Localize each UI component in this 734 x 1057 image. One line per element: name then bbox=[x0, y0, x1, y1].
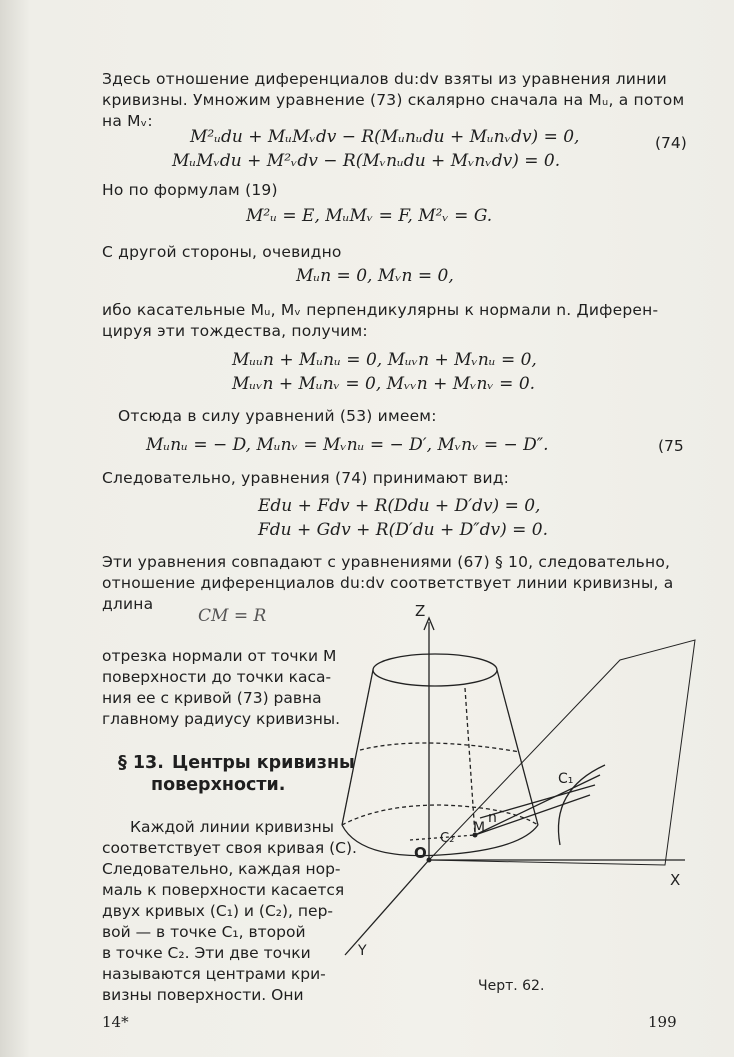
equation-diff-row1: Mᵤᵤn + Mᵤnᵤ = 0, Mᵤᵥn + Mᵥnᵤ = 0, bbox=[232, 350, 537, 370]
paragraph5-line6: вой — в точке C₁, второй bbox=[102, 923, 306, 941]
paragraph5-line3: Следовательно, каждая нор- bbox=[102, 860, 341, 878]
label-c2: C₂ bbox=[440, 831, 455, 846]
equation-75: Mᵤnᵤ = − D, Mᵤnᵥ = Mᵥnᵤ = − D′, Mᵥnᵥ = − D″. bbox=[146, 435, 549, 455]
paragraph5-line4: маль к поверхности касается bbox=[102, 881, 345, 899]
figure-62-diagram bbox=[320, 600, 700, 1010]
equation-final-row1: Edu + Fdv + R(Ddu + D′dv) = 0, bbox=[258, 496, 541, 516]
page-number: 199 bbox=[648, 1013, 677, 1031]
paragraph3-line2: отношение диференциалов du:dv соответствует линии кривизны, а bbox=[102, 574, 674, 592]
surface-right-edge bbox=[497, 670, 538, 825]
equation-74-row2: MᵤMᵥdu + M²ᵥdv − R(Mᵥnᵤdu + Mᵥnᵥdv) = 0. bbox=[172, 151, 561, 171]
paragraph5-line5: двух кривых (C₁) и (C₂), пер- bbox=[102, 902, 334, 920]
paragraph4-line4: главному радиусу кривизны. bbox=[102, 710, 341, 728]
paragraph5-line9: визны поверхности. Они bbox=[102, 986, 304, 1004]
paragraph5-line2: соответствует своя кривая (C). bbox=[102, 839, 357, 857]
label-y: Y bbox=[358, 943, 367, 959]
surface-middle-section bbox=[360, 743, 520, 752]
signature-mark: 14* bbox=[102, 1013, 129, 1031]
label-n: n bbox=[488, 810, 497, 826]
text-other-side: С другой стороны, очевидно bbox=[102, 243, 342, 261]
paragraph3-line3: длина bbox=[102, 595, 154, 613]
paragraph5-line7: в точке C₂. Эти две точки bbox=[102, 944, 311, 962]
section-title-line1: Центры кривизны bbox=[172, 753, 355, 773]
label-x: X bbox=[670, 871, 681, 889]
equation-74-row1: M²ᵤdu + MᵤMᵥdv − R(Mᵤnᵤdu + Mᵤnᵥdv) = 0, bbox=[190, 127, 580, 147]
equation-cm: CM = R bbox=[198, 606, 267, 626]
section-title-line2: поверхности. bbox=[151, 775, 286, 795]
section-number: § 13. bbox=[118, 753, 164, 773]
paragraph5-line1: Каждой линии кривизны bbox=[130, 818, 334, 836]
paragraph5-line8: называются центрами кри- bbox=[102, 965, 326, 983]
paragraph2-line2: цируя эти тождества, получим: bbox=[102, 322, 368, 340]
paragraph1-line2: кривизны. Умножим уравнение (73) скалярно сначала на Mᵤ, а потом bbox=[102, 91, 685, 109]
equation-19: M²ᵤ = E, MᵤMᵥ = F, M²ᵥ = G. bbox=[246, 206, 493, 226]
surface-top-rim bbox=[373, 654, 497, 686]
paragraph4-line3: ния ее с кривой (73) равна bbox=[102, 689, 322, 707]
paragraph2-line1: ибо касательные Mᵤ, Mᵥ перпендикулярны к нормали n. Диферен- bbox=[102, 301, 659, 319]
paragraph1-line1: Здесь отношение диференциалов du:dv взяты из уравнения линии bbox=[102, 70, 667, 88]
equation-diff-row2: Mᵤᵥn + Mᵤnᵥ = 0, Mᵥᵥn + Mᵥnᵥ = 0. bbox=[232, 374, 536, 394]
label-c1: C₁ bbox=[558, 771, 574, 787]
equation-final-row2: Fdu + Gdv + R(D′du + D″dv) = 0. bbox=[258, 520, 548, 540]
y-axis bbox=[345, 860, 429, 955]
paragraph1-line3: на Mᵥ: bbox=[102, 112, 153, 130]
surface-bottom-rim-hidden bbox=[342, 805, 538, 825]
text-formulas-19: Но по формулам (19) bbox=[102, 181, 278, 199]
equation-zero: Mᵤn = 0, Mᵥn = 0, bbox=[296, 266, 454, 286]
figure-caption: Черт. 62. bbox=[478, 978, 545, 994]
origin-marker bbox=[427, 858, 432, 863]
label-o: O bbox=[414, 844, 427, 862]
paragraph3-line1: Эти уравнения совпадают с уравнениями (67) § 10, следовательно, bbox=[102, 553, 671, 571]
label-m: M bbox=[473, 820, 486, 836]
paragraph4-line1: отрезка нормали от точки M bbox=[102, 647, 337, 665]
text-consequently: Следовательно, уравнения (74) принимают вид: bbox=[102, 469, 510, 487]
paragraph4-line2: поверхности до точки каса- bbox=[102, 668, 332, 686]
equation-74-number: (74) bbox=[655, 134, 687, 152]
text-hence: Отсюда в силу уравнений (53) имеем: bbox=[118, 407, 437, 425]
label-z: Z bbox=[415, 602, 426, 620]
equation-75-number: (75 bbox=[658, 437, 684, 455]
